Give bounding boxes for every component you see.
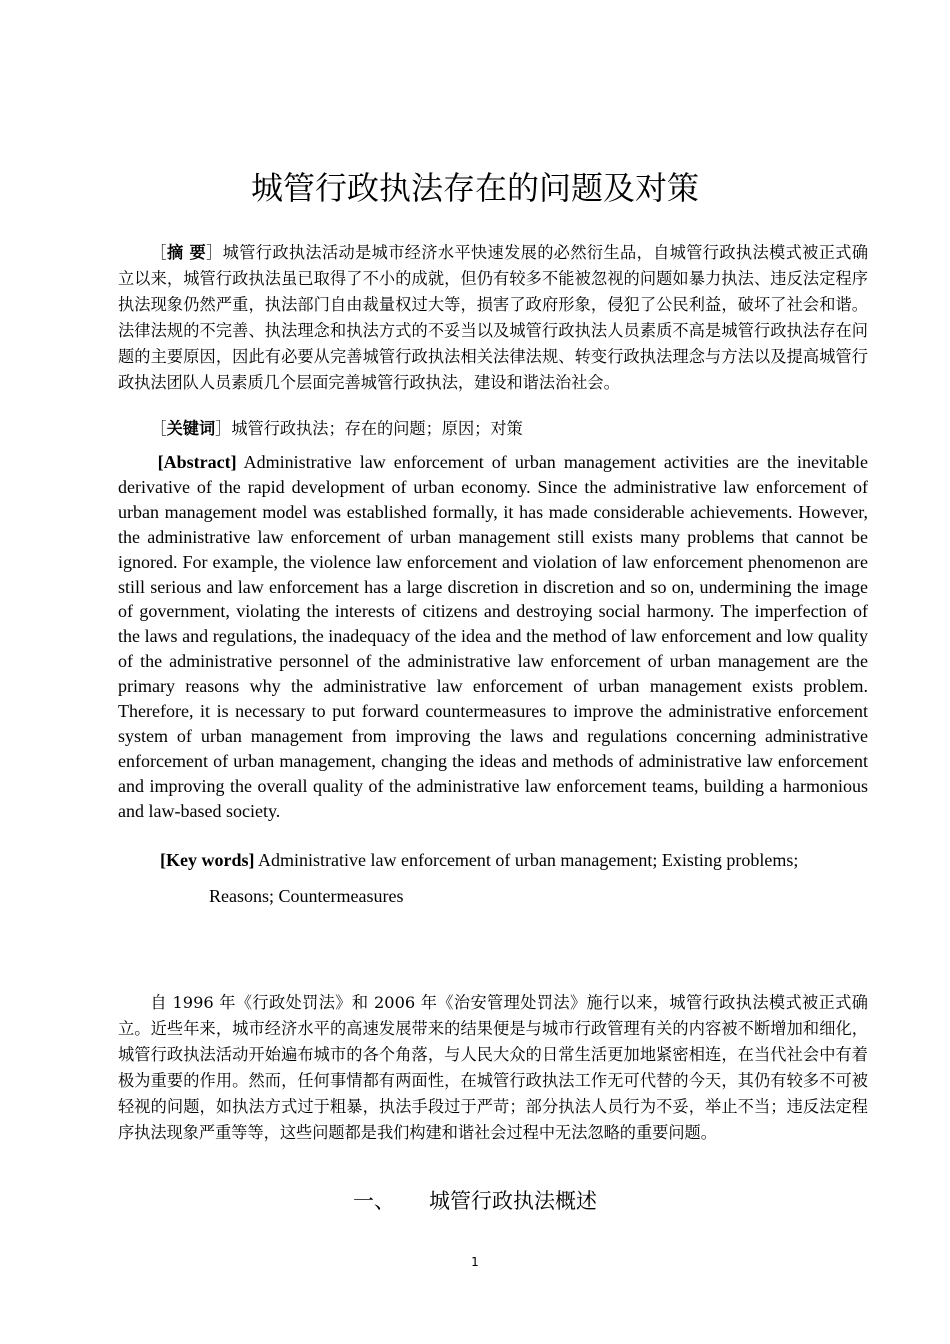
keywords-cn-label: ［关键词］	[150, 419, 232, 438]
section-number: 一、	[353, 1189, 395, 1213]
section-heading	[0, 1186, 950, 1216]
abstract-en-text: Administrative law enforcement of urban management activities are the inevitable derivative of the rapid development of urban economy. Since the administrative law enforcement of urban management model was established formally, it has made considerable achievements. However, the administrative law enforcement of urban management still exists many problems that cannot be ignored. For example, the violence law enforcement and violation of law enforcement phenomenon are still serious and law enforcement has a large discretion in discretion and so on, undermining the image of government, violating the interests of citizens and destroying social harmony. The imperfection of the laws and regulations, the inadequacy of the idea and the method of law enforcement and low quality of the administrative personnel of the administrative law enforcement of urban management are the primary reasons why the administrative law enforcement of urban management exists problem. Therefore, it is necessary to put forward countermeasures to improve the administrative enforcement system of urban management from improving the laws and regulations concerning administrative enforcement of urban management, changing the ideas and methods of administrative law enforcement and improving the overall quality of the administrative law enforcement teams, building a harmonious and law-based society.	[118, 452, 868, 821]
keywords-en-label: [Key words]	[160, 850, 255, 870]
document-title: 城管行政执法存在的问题及对策	[250, 169, 699, 207]
keywords-en-line1: Administrative law enforcement of urban management; Existing problems;	[258, 850, 799, 870]
abstract-cn-label: ［摘 要］	[150, 243, 223, 262]
section-title: 城管行政执法概述	[429, 1189, 597, 1213]
abstract-en-label: [Abstract]	[157, 452, 237, 472]
keywords-en	[160, 848, 880, 873]
keywords-cn	[118, 416, 868, 442]
intro-paragraph: 自 1996 年《行政处罚法》和 2006 年《治安管理处罚法》施行以来，城管行政执法模式被正式确立。近些年来，城市经济水平的高速发展带来的结果便是与城市行政管理有关的内容被不断增加和细化，城管行政执法活动开始遍布城市的各个角落，与人民大众的日常生活更加地紧密相连，在当代社会中有着极为重要的作用。然而，任何事情都有两面性，在城管行政执法工作无可代替的今天，其仍有较多不可被轻视的问题，如执法方式过于粗暴，执法手段过于严苛；部分执法人员行为不妥，举止不当；违反法定程序执法现象严重等等，这些问题都是我们构建和谐社会过程中无法忽略的重要问题。	[118, 993, 868, 1142]
page-number: 1	[471, 1255, 479, 1269]
keywords-en-line2: Reasons; Countermeasures	[209, 886, 404, 906]
abstract-cn-text: 城管行政执法活动是城市经济水平快速发展的必然衍生品，自城管行政执法模式被正式确立以来，城管行政执法虽已取得了不小的成就，但仍有较多不能被忽视的问题如暴力执法、违反法定程序执法现象仍然严重，执法部门自由裁量权过大等，损害了政府形象，侵犯了公民利益，破坏了社会和谐。法律法规的不完善、执法理念和执法方式的不妥当以及城管行政执法人员素质不高是城管行政执法存在问题的主要原因，因此有必要从完善城管行政执法相关法律法规、转变行政执法理念与方法以及提高城管行政执法团队人员素质几个层面完善城管行政执法，建设和谐法治社会。	[118, 243, 869, 392]
abstract-cn	[118, 240, 868, 395]
abstract-en	[118, 450, 868, 824]
keywords-cn-text: 城管行政执法；存在的问题；原因；对策	[231, 419, 523, 438]
